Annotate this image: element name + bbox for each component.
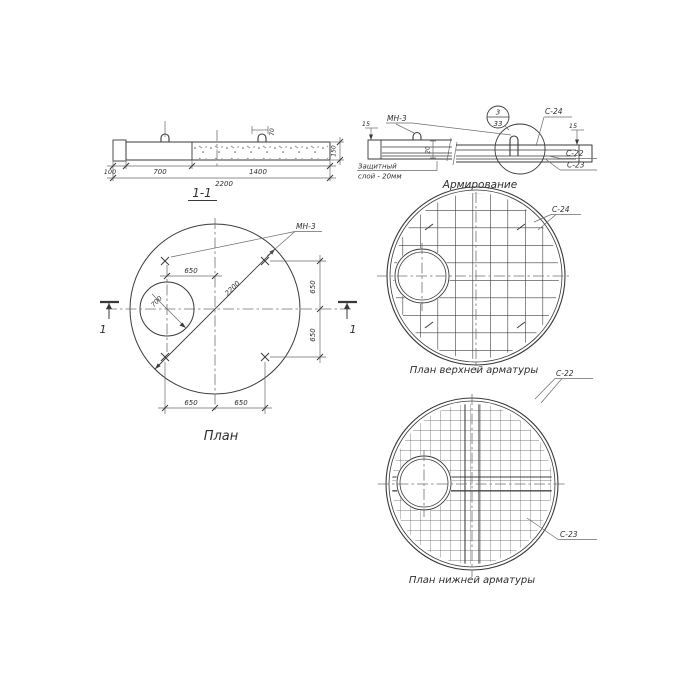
rebar-lines: [382, 147, 576, 159]
lower-mesh-title: План нижней арматуры: [408, 575, 536, 586]
opening-mask: [396, 455, 452, 511]
opening-diameter-dim: [149, 294, 186, 328]
edge-dim-left: [362, 120, 378, 140]
c24-label-group: [536, 107, 572, 146]
c22-c23-label-group: [546, 149, 597, 170]
note-line1: Защитный: [358, 162, 397, 171]
dim-700: 700: [153, 168, 167, 176]
slab-end-block-left: [113, 140, 126, 161]
edge-dim-right: [569, 122, 584, 145]
break-lines: [447, 138, 457, 165]
section-mark-left: [100, 302, 120, 336]
thickness-dimension: [331, 137, 345, 165]
mn3-label: МН-3: [296, 222, 316, 231]
note-line2: слой - 20мм: [358, 172, 402, 181]
dim-right-lower-650: 650: [309, 328, 317, 342]
concrete-stipple: [193, 144, 328, 160]
dim-15-right: 15: [568, 122, 578, 130]
dim-1400: 1400: [249, 168, 267, 176]
detail-callout-bubble: [487, 106, 509, 130]
plan-title: План: [203, 429, 239, 444]
top-dimension: [160, 267, 222, 279]
loop-offset-dim: 70: [269, 128, 276, 136]
c22-label: С-22: [556, 369, 574, 378]
dim-right-upper-650: 650: [309, 280, 317, 294]
dim-2200: 2200: [215, 180, 233, 188]
reinforcement-section-view: [357, 106, 597, 191]
upper-mesh-title: План верхней арматуры: [409, 365, 539, 376]
lifting-loop-right: [510, 136, 518, 156]
mn3-label-group: [171, 222, 322, 257]
section-mark-left-number: 1: [99, 323, 107, 336]
dim-top-650: 650: [184, 267, 198, 275]
section-title: 1-1: [192, 186, 212, 200]
detail-magnifier-circle: [495, 124, 545, 174]
plan-view: [100, 218, 358, 444]
dim-bottom-right-650: 650: [234, 399, 248, 407]
mn3-label: МН-3: [387, 114, 407, 123]
section-1-1-view: [104, 121, 344, 201]
cover-note: [357, 161, 437, 181]
lifting-loop-left: [161, 121, 169, 142]
lifting-loop-left: [413, 133, 421, 141]
dimension-row-2: [107, 175, 336, 188]
reinforcement-title: Армирование: [442, 179, 518, 191]
c22-label: С-22: [566, 149, 584, 158]
dim-diagonal-2200: 2200: [223, 279, 242, 298]
dim-100: 100: [103, 168, 117, 176]
c23-label: С-23: [567, 160, 585, 170]
c24-label: С-24: [545, 107, 563, 116]
end-block-left: [368, 140, 381, 159]
c23-label: С-23: [560, 530, 578, 539]
upper-reinforcement-plan-view: [377, 187, 581, 376]
lifting-loop-right: [252, 126, 276, 142]
section-mark-right: [338, 302, 357, 336]
c22-label-group: [535, 369, 593, 403]
dim-15-left: 15: [361, 120, 371, 128]
lower-reinforcement-plan-view: [378, 369, 597, 586]
cover-dimension: [425, 141, 437, 158]
dim-bottom-left-650: 650: [184, 399, 198, 407]
dim-20-cover: 20: [424, 146, 432, 154]
dim-opening-700: 700: [149, 294, 164, 309]
thickness-dim-text: 150: [330, 145, 338, 157]
callout-sheet-number: 33: [493, 120, 503, 128]
section-mark-right-number: 1: [349, 323, 357, 336]
c24-label: С-24: [552, 205, 570, 214]
callout-detail-number: 3: [495, 108, 501, 117]
